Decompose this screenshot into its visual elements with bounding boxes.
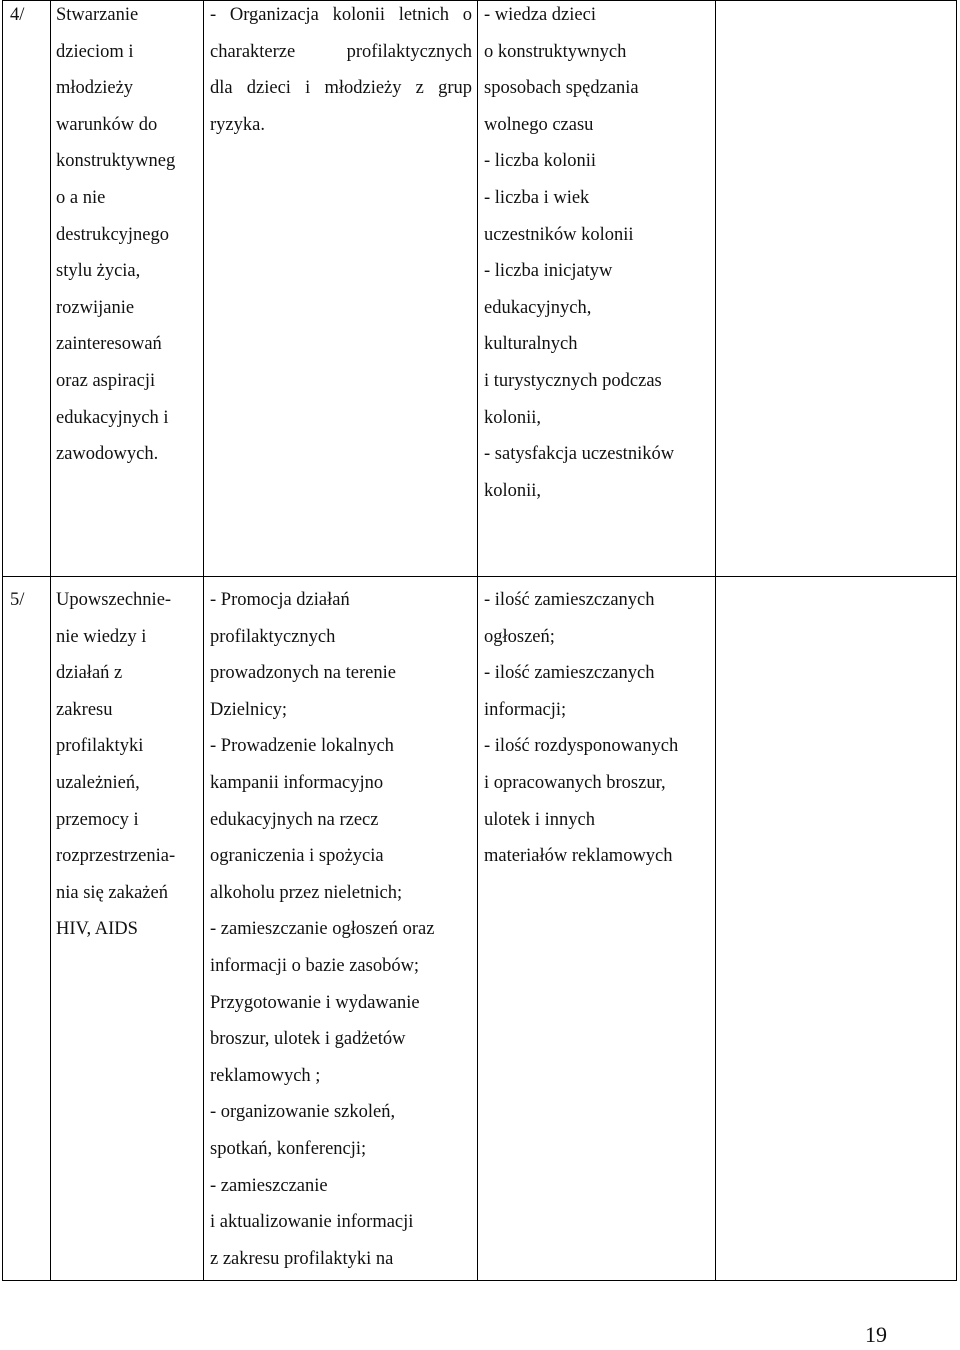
goal-line: Upowszechnie- [56,590,172,610]
task-line: i aktualizowanie informacji [210,1212,414,1233]
task-line: - Organizacja kolonii letnich o [210,5,472,25]
indicator-line: o konstruktywnych [484,41,627,62]
goal-line: oraz aspiracji [56,370,156,391]
goal-line: destrukcyjnego [56,224,170,245]
task-line: edukacyjnych na rzecz [210,809,379,830]
indicator-line: - ilość zamieszczanych [484,590,655,610]
task-line: kampanii informacyjno [210,772,384,793]
goal-line: Stwarzanie [56,5,139,25]
row-number: 4/ [10,5,25,25]
indicator-line: ogłoszeń; [484,626,555,647]
task-line: Dzielnicy; [210,699,288,720]
task-line: - Prowadzenie lokalnych [210,736,394,757]
indicator-line: sposobach spędzania [484,78,639,99]
task-line: informacji o bazie zasobów; [210,955,420,976]
goal-line: o a nie [56,187,106,208]
row-goal [56,582,196,948]
column-divider [203,1,204,1280]
task-line: ograniczenia i spożycia [210,846,384,867]
indicator-line: - satysfakcja uczestników [484,444,675,465]
row-number: 5/ [10,590,25,610]
indicator-line: - liczba i wiek [484,187,590,208]
indicator-line: materiałów reklamowych [484,846,673,867]
task-line: broszur, ulotek i gadżetów [210,1029,406,1050]
page-number: 19 [865,1322,887,1347]
indicator-line: - liczba inicjatyw [484,261,613,282]
indicator-line: kolonii, [484,480,542,501]
task-line: spotkań, konferencji; [210,1138,367,1159]
goal-line: zainteresowań [56,334,162,355]
goal-line: działań z [56,663,123,684]
task-line: - Promocja działań [210,590,350,610]
indicator-line: - ilość zamieszczanych [484,663,655,684]
task-line: ryzyka. [210,114,265,135]
indicator-line: - liczba kolonii [484,151,596,172]
goal-line: HIV, AIDS [56,919,138,940]
goal-line: młodzieży [56,78,134,99]
row-indicators [484,582,712,875]
column-divider [477,1,478,1280]
indicator-line: wolnego czasu [484,114,594,135]
task-line: profilaktycznych [210,626,336,647]
goal-line: zawodowych. [56,444,159,465]
indicator-line: informacji; [484,699,567,720]
indicator-line: ulotek i innych [484,809,595,830]
task-line: charakterze profilaktycznych [210,41,472,62]
indicator-line: - ilość rozdysponowanych [484,736,679,757]
row-task [210,0,472,143]
goal-line: rozwijanie [56,297,135,318]
row-goal [56,0,181,473]
task-line: z zakresu profilaktyki na [210,1248,394,1269]
goal-line: edukacyjnych i [56,407,169,428]
task-line: - zamieszczanie ogłoszeń oraz [210,919,435,940]
goal-line: przemocy i [56,809,139,830]
goal-line: profilaktyki [56,736,144,757]
row-task [210,582,472,1277]
task-line: dla dzieci i młodzieży z grup [210,78,472,99]
program-table [2,0,957,1281]
task-line: reklamowych ; [210,1065,321,1086]
task-line: alkoholu przez nieletnich; [210,882,403,903]
goal-line: dzieciom i [56,41,134,62]
goal-line: stylu życia, [56,261,141,282]
task-line: Przygotowanie i wydawanie [210,992,420,1013]
column-divider [715,1,716,1280]
goal-line: nia się zakażeń [56,882,168,903]
indicator-line: edukacyjnych, [484,297,592,318]
goal-line: zakresu [56,699,113,720]
indicator-line: kulturalnych [484,334,578,355]
task-line: - zamieszczanie [210,1175,328,1196]
indicator-line: kolonii, [484,407,542,428]
goal-line: konstruktywneg [56,151,176,172]
goal-line: warunków do [56,114,158,135]
indicator-line: i turystycznych podczas [484,370,662,391]
goal-line: rozprzestrzenia- [56,846,176,867]
column-divider [50,1,51,1280]
goal-line: nie wiedzy i [56,626,147,647]
indicator-line: uczestników kolonii [484,224,634,245]
row-indicators [484,0,712,509]
row-divider [3,576,956,577]
indicator-line: i opracowanych broszur, [484,772,666,793]
task-line: - organizowanie szkoleń, [210,1102,396,1123]
task-line: prowadzonych na terenie [210,663,396,684]
goal-line: uzależnień, [56,772,140,793]
indicator-line: - wiedza dzieci [484,5,596,25]
